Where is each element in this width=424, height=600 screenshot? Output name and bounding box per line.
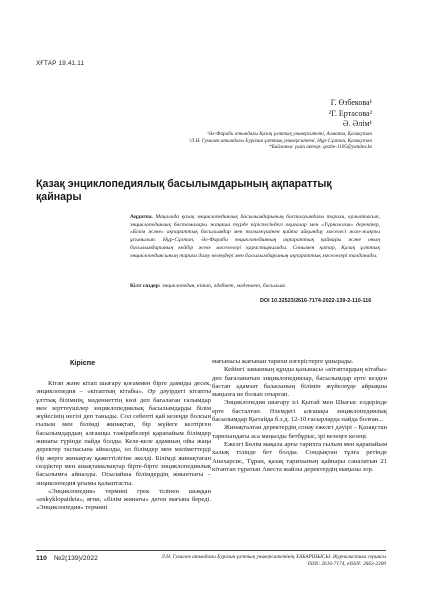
journal-issn: ISSN: 2616-7174, eISSN: 2663-2300 <box>307 560 386 567</box>
affiliation-1: ¹Әл-Фараби атындағы Қазақ ұлттық университеті, Алматы, Қазақстан <box>207 131 372 137</box>
page-number: 110 <box>36 555 47 562</box>
authors-block <box>329 98 372 130</box>
xftar-code: ХҒТАР 19.41.11 <box>36 60 85 67</box>
body-column-left <box>36 380 211 513</box>
issue-number: №2(139)/2022 <box>54 555 98 562</box>
author-3: Ә. Әлім¹ <box>342 119 372 128</box>
author-1: Г. Өзбекова¹ <box>330 98 372 107</box>
intro-heading: Кіріспе <box>70 358 96 367</box>
body-column-right <box>212 358 387 474</box>
abstract-text: Мақалада қазақ энциклопедиялық басылымдарының басталуындағы тарихи, қалыптасып, энциклопедиялық бастамалары жаңаша түрде кіріспесіндегі оқиғалар мен «Түркология» деректер, «Білім және» ақпараттық басылымдар мен тоғызкүшінен қайта айқындау мәселесі жан-жақты ұсынылып. Нұр-Сұлтан, Әл-Фараби энциклопедияның ақпараттық қайнары және оның басылымдарының кейбір жеке мәселелері қарастырылады. Сонымен қатар, Қазақ ұлттық энциклопедиясының тарихи даму кезеңдері мен басылымдарының ақпараттық мәселелері талданады. <box>130 214 380 259</box>
paragraph: Энциклопедия шығару ісі Қытай мен Шығыс елдерінде ерте басталған. Әлемдегі алғашқы энциклопедиялық басылымдар Қытайда б.з.д. 12-10 ғасырларда пайда болған... <box>212 399 387 424</box>
paragraph: мағынасы жағынан тарихи өзгерістерге ұшырады. <box>212 358 354 365</box>
footer-rule <box>36 550 386 551</box>
journal-info <box>161 554 386 567</box>
paragraph: Жинақталған деректердің сонау ежелгі дәуірі – Қазақстан тарихындағы аса маңызды бетбұрыс, ірі кезеңге кезеңі. <box>212 424 387 440</box>
author-2: ²Г. Ертасова² <box>328 108 372 118</box>
doi: DOI 10.32523/2616-7174-2022-139-2-110-116 <box>260 298 372 304</box>
abstract <box>130 214 380 260</box>
keywords-text: энциклопедия, кітап, әдебиет, мәдениет, басылым. <box>162 283 286 289</box>
journal-name: Л.Н. Гумилев атындағы Еуразия ұлттық университетінің ХАБАРШЫСЫ. Журналистика сериясы <box>161 554 386 560</box>
paragraph: Кітап және кітап шығару қоғаммен бірге дамиды десек, энциклопедия – «кітаптың кітабы». Әр дәуірдегі кітапты ұлттық білімнің, мәдениеттің көзі деп бағалаған ғалымдар мен зерттеушілер энциклопедиялық басылымдарды білім жүйесінің негізі деп таныды. Сол себепті қай кезеңде болсын ғылым мен білімді жинақтап, бір жүйеге келтірген басылымдардың алғашқы тәжірибелері қарапайым білімдер жинағы түрінде пайда болды. Келе-келе адамның ойы жаңа деректер таспасына айналды, ол білімдер мен мәліметтерді бір жерге жинақтау қажеттілігіне әкелді. Білімді жинақтаған сөздіктер мен анықтамалықтар бірте-бірте энциклопедиялық басылымға айналды. Осылайша білімдердің жиынтығы – энциклопедия ұғымы қалыптасты. <box>36 380 211 487</box>
paragraph: Кейінгі заманның құнды қазынасы «кітаптардың кітабы» деп бағаланатын энциклопедиялар, басылымдар ерте кезден бастап адамзат баласының білімін жүйелеуде айрықша маңызға ие болып отырған. <box>212 366 387 399</box>
article-title: Қазақ энциклопедиялық басылымдарының ақпараттық қайнары <box>36 178 332 203</box>
corresponding-author: *Байланыс үшін автор: gozbe-1105@yandex.kz <box>269 144 372 151</box>
keywords <box>130 283 380 291</box>
abstract-label: Аңдатпа. <box>130 214 153 220</box>
affiliations-block <box>189 131 372 151</box>
paragraph: Ежелгі Бөлім мақала арғы тарихта ғылым мен қарапайым халық тілінде бет болды. Сондықтан тұлға ретінде Анахарсис, Тұран, қазақ тарихының қайнары саналатын 21 кітаптан тұратын Авеста жайлы деректердің маңызы зор. <box>212 440 387 473</box>
affiliation-2: ²Л.Н. Гумилев атындағы Еуразия ұлттық университеті, Нұр-Сұлтан, Қазақстан <box>189 137 372 144</box>
paragraph: «Энциклопедия» термині грек тілінен шыққан «enkyklopaideia», яғни, «білім жинағы» деген мағына береді. «Энциклопедия» термині <box>36 487 211 512</box>
keywords-label: Кілт сөздер: <box>130 283 161 289</box>
